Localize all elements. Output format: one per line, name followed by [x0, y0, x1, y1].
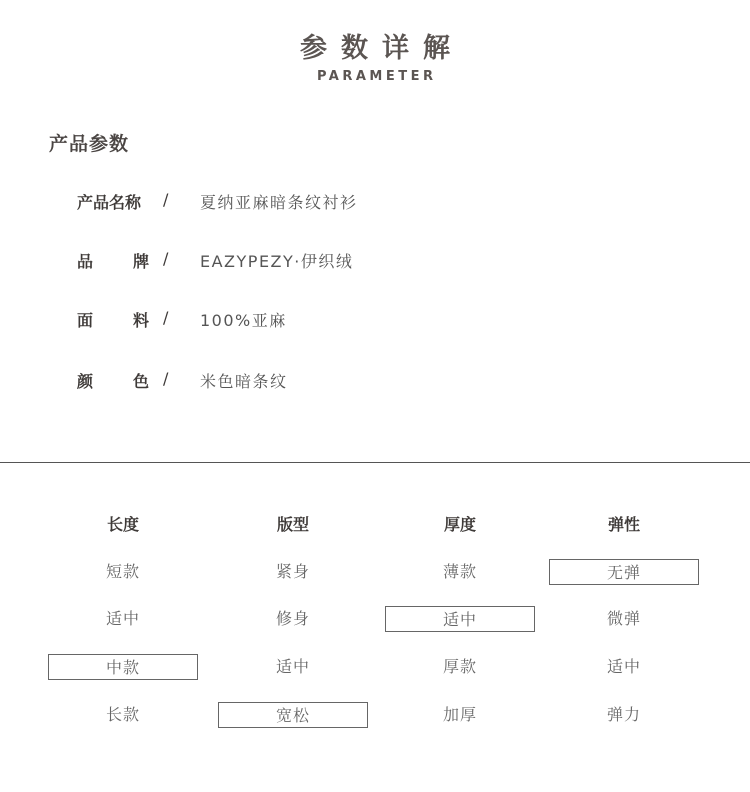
param-label-part: 颜 — [77, 372, 94, 391]
option-cell: 适中 — [105, 609, 140, 628]
param-value: 100%亚麻 — [200, 311, 287, 330]
param-label-part: 产品名称 — [77, 193, 142, 212]
page-subtitle: PARAMETER — [316, 69, 437, 84]
param-label-part: 料 — [132, 311, 149, 330]
option-cell-selected: 中款 — [48, 654, 198, 680]
param-separator: / — [163, 190, 169, 209]
option-cell-selected: 适中 — [385, 606, 535, 632]
param-label — [77, 369, 149, 392]
param-value: 夏纳亚麻暗条纹衬衫 — [200, 193, 358, 212]
option-cell: 长款 — [105, 705, 140, 724]
option-cell: 弹力 — [606, 705, 641, 724]
section-title: 产品参数 — [49, 133, 130, 155]
column-header: 弹性 — [607, 515, 640, 534]
column-header: 长度 — [106, 515, 139, 534]
option-cell-selected: 无弹 — [549, 559, 699, 585]
param-label — [77, 190, 149, 213]
option-cell: 微弹 — [606, 609, 641, 628]
param-value: EAZYPEZY·伊织绒 — [200, 252, 354, 271]
param-row — [0, 308, 750, 332]
param-separator: / — [163, 308, 169, 327]
option-cell: 加厚 — [442, 705, 477, 724]
param-label-part: 牌 — [132, 252, 149, 271]
param-label-part: 面 — [77, 311, 94, 330]
param-value: 米色暗条纹 — [200, 372, 288, 391]
column-header: 厚度 — [443, 515, 476, 534]
param-label-part: 色 — [132, 372, 149, 391]
page-title: 参数详解 — [300, 33, 464, 64]
option-cell: 薄款 — [442, 562, 477, 581]
param-label — [77, 249, 149, 272]
option-cell: 适中 — [606, 657, 641, 676]
option-cell: 短款 — [105, 562, 140, 581]
param-separator: / — [163, 249, 169, 268]
param-row — [0, 249, 750, 273]
param-label-part: 品 — [77, 252, 94, 271]
option-cell-selected: 宽松 — [218, 702, 368, 728]
section-divider — [0, 462, 750, 463]
option-cell: 适中 — [275, 657, 310, 676]
param-label — [77, 308, 149, 331]
option-cell: 修身 — [275, 609, 310, 628]
column-header: 版型 — [276, 515, 309, 534]
param-separator: / — [163, 369, 169, 388]
param-row — [0, 369, 750, 393]
option-cell: 紧身 — [275, 562, 310, 581]
param-row — [0, 190, 750, 214]
option-cell: 厚款 — [442, 657, 477, 676]
